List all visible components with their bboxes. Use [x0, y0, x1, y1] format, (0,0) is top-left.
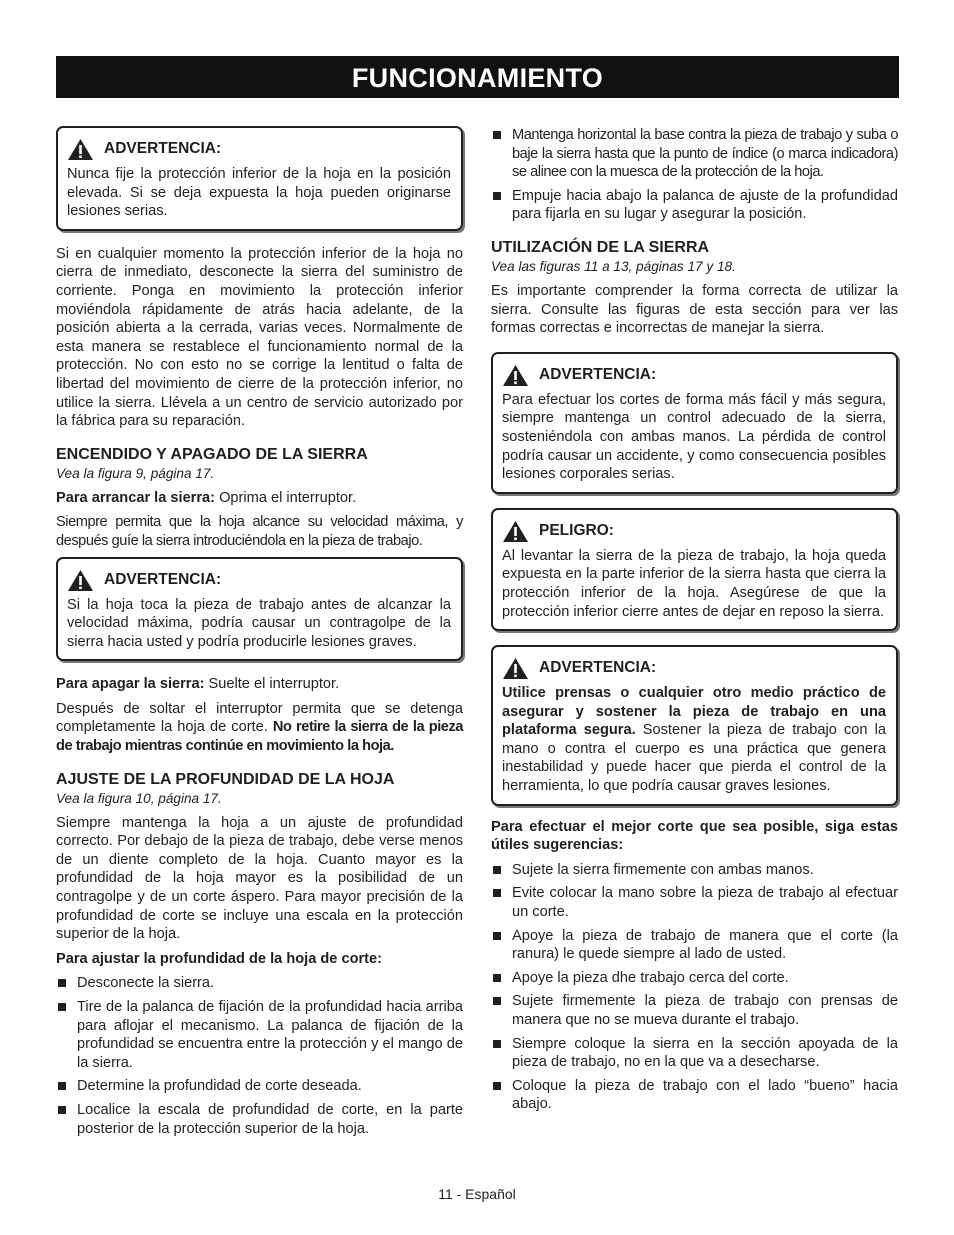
square-bullet-icon	[58, 1082, 66, 1090]
square-bullet-icon	[58, 1106, 66, 1114]
square-bullet-icon	[493, 131, 501, 139]
right-column	[491, 126, 898, 1120]
label-apagar: Para apagar la sierra:	[56, 676, 205, 693]
square-bullet-icon	[493, 974, 501, 982]
warning-title: ADVERTENCIA:	[539, 659, 657, 677]
list-item: Sujete la sierra firmemente con ambas manos.	[491, 861, 898, 880]
square-bullet-icon	[58, 979, 66, 987]
list-item: Determine la profundidad de corte deseada.	[56, 1077, 463, 1096]
label-sugerencias: Para efectuar el mejor corte que sea posible, siga estas útiles sugerencias:	[491, 818, 898, 854]
paragraph-profundidad: Siempre mantenga la hoja a un ajuste de profundidad correcto. Por debajo de la pieza de trabajo, debe verse menos de un diente completo de la hoja. Cuanto mayor es la profundidad de la hoja mayor es la posibilidad de un contragolpe y de un corte áspero. Para mayor precisión de la profundidad de corte se incluye una escala en la protección superior de la hoja.	[56, 814, 463, 943]
warning-box-lower-guard	[56, 126, 463, 231]
square-bullet-icon	[493, 997, 501, 1005]
list-item: Siempre coloque la sierra en la sección apoyada de la pieza de trabajo, no en la que va a desecharse.	[491, 1035, 898, 1072]
paragraph-detener	[56, 700, 463, 756]
page-number: 11 - Español	[438, 1186, 516, 1202]
text-arrancar: Oprima el interruptor.	[215, 489, 357, 506]
text-apagar: Suelte el interruptor.	[204, 676, 340, 693]
list-item: Localice la escala de profundidad de corte, en la parte posterior de la protección superior de la hoja.	[56, 1101, 463, 1138]
danger-box	[491, 508, 898, 631]
text-detener: Después de soltar el interruptor permita que se detenga completamente la hoja de corte.	[56, 700, 463, 736]
bullet-list-ajuste	[56, 974, 463, 1138]
warning-title: ADVERTENCIA:	[104, 570, 222, 588]
figure-reference: Vea la figura 10, página 17.	[56, 790, 222, 806]
square-bullet-icon	[58, 1003, 66, 1011]
list-item: Desconecte la sierra.	[56, 974, 463, 993]
paragraph-lower-guard: Si en cualquier momento la protección inferior de la hoja no cierra de inmediato, desconecte la sierra del suministro de corriente. Ponga en movimiento la protección inferior moviéndola rápidamente de atrás hacia adelante, de la posición abierta a la cerrada, varias veces. Normalmente de esta manera se restablece el funcionamiento normal de la protección. No con esto no se corrige la lentitud o falta de libertad del movimiento de cierre de la protección inferior, no utilice la sierra. Llévela a un centro de servicio autorizado por la fábrica para su reparación.	[56, 245, 463, 430]
warning-text: Para efectuar los cortes de forma más fácil y más segura, siempre mantenga un control adecuado de la sierra, sosteniéndola con ambas manos. La pérdida de control podría causar un accidente, y como consecuencia posibles lesiones corporales serias.	[502, 391, 886, 483]
warning-text: Nunca fije la protección inferior de la hoja en la posición elevada. Si se deja expuesta la hoja pueden originarse lesiones serias.	[67, 166, 451, 220]
warning-box-speed	[56, 557, 463, 662]
figure-reference: Vea las figuras 11 a 13, páginas 17 y 18.	[491, 258, 736, 274]
left-column	[56, 126, 463, 1144]
warning-triangle-icon	[67, 569, 94, 592]
square-bullet-icon	[493, 1040, 501, 1048]
warning-triangle-icon	[502, 520, 529, 543]
warning-box-control	[491, 352, 898, 494]
warning-title: ADVERTENCIA:	[104, 140, 222, 158]
bullet-list-ajuste-continued	[491, 126, 898, 224]
square-bullet-icon	[493, 889, 501, 897]
list-item: Apoye la pieza dhe trabajo cerca del corte.	[491, 969, 898, 988]
bold-detener: No retire la sierra de la pieza de trabajo mientras continúe en movimiento la hoja.	[56, 719, 463, 755]
warning-text: Utilice prensas o cualquier otro medio práctico de asegurar y sostener la pieza de trabajo en una plataforma segura. Sostener la pieza de trabajo con la mano o contra el cuerpo es una práctica que genera inestabilidad y puede hacer que pierda el control de la herramienta, lo que podría causar graves lesiones.	[502, 685, 886, 795]
square-bullet-icon	[493, 932, 501, 940]
bullet-list-sugerencias	[491, 861, 898, 1114]
danger-title: PELIGRO:	[539, 521, 614, 539]
warning-triangle-icon	[502, 364, 529, 387]
square-bullet-icon	[493, 1082, 501, 1090]
warning-text: Si la hoja toca la pieza de trabajo antes de alcanzar la velocidad máxima, podría causar un contragolpe de la sierra hacia usted y podría producirle lesiones graves.	[67, 596, 451, 650]
paragraph-velocidad: Siempre permita que la hoja alcance su velocidad máxima, y después guíe la sierra introduciéndola en la pieza de trabajo.	[56, 514, 463, 549]
list-item: Evite colocar la mano sobre la pieza de trabajo al efectuar un corte.	[491, 884, 898, 921]
square-bullet-icon	[493, 866, 501, 874]
paragraph-arrancar	[56, 489, 463, 508]
heading-encendido: ENCENDIDO Y APAGADO DE LA SIERRA	[56, 445, 368, 463]
paragraph-utilizacion: Es importante comprender la forma correcta de utilizar la sierra. Consulte las figuras de esta sección para ver las formas correctas e incorrectas de manejar la sierra.	[491, 282, 898, 337]
warning-triangle-icon	[502, 657, 529, 680]
label-ajustar: Para ajustar la profundidad de la hoja de corte:	[56, 950, 383, 967]
list-item: Tire de la palanca de fijación de la profundidad hacia arriba para aflojar el mecanismo. La palanca de fijación de la profundidad se encuentra entre la protección y el mango de la sierra.	[56, 998, 463, 1072]
heading-ajuste: AJUSTE DE LA PROFUNDIDAD DE LA HOJA	[56, 770, 395, 788]
warning-title: ADVERTENCIA:	[539, 365, 657, 383]
heading-utilizacion: UTILIZACIÓN DE LA SIERRA	[491, 238, 710, 256]
paragraph-apagar	[56, 675, 463, 694]
list-item: Sujete firmemente la pieza de trabajo con prensas de manera que no se mueva durante el trabajo.	[491, 992, 898, 1029]
list-item: Apoye la pieza de trabajo de manera que el corte (la ranura) le quede siempre al lado de usted.	[491, 927, 898, 964]
warning-box-clamps	[491, 645, 898, 806]
warning-triangle-icon	[67, 138, 94, 161]
section-title: FUNCIONAMIENTO	[56, 56, 899, 98]
list-item: Coloque la pieza de trabajo con el lado “bueno” hacia abajo.	[491, 1077, 898, 1114]
list-item: Mantenga horizontal la base contra la pieza de trabajo y suba o baje la sierra hasta que la punto de índice (o marca indicadora) se alinee con la muesca de la protección de la hoja.	[491, 126, 898, 182]
figure-reference: Vea la figura 9, página 17.	[56, 465, 215, 481]
label-arrancar: Para arrancar la sierra:	[56, 489, 216, 506]
square-bullet-icon	[493, 192, 501, 200]
danger-text: Al levantar la sierra de la pieza de trabajo, la hoja queda expuesta en la parte inferior de la sierra hasta que cierra la protección inferior de la hoja. Asegúrese de que la protección inferior cierre antes de dejar en reposo la sierra.	[502, 547, 886, 620]
list-item: Empuje hacia abajo la palanca de ajuste de la profundidad para fijarla en su lugar y asegurar la posición.	[491, 187, 898, 224]
